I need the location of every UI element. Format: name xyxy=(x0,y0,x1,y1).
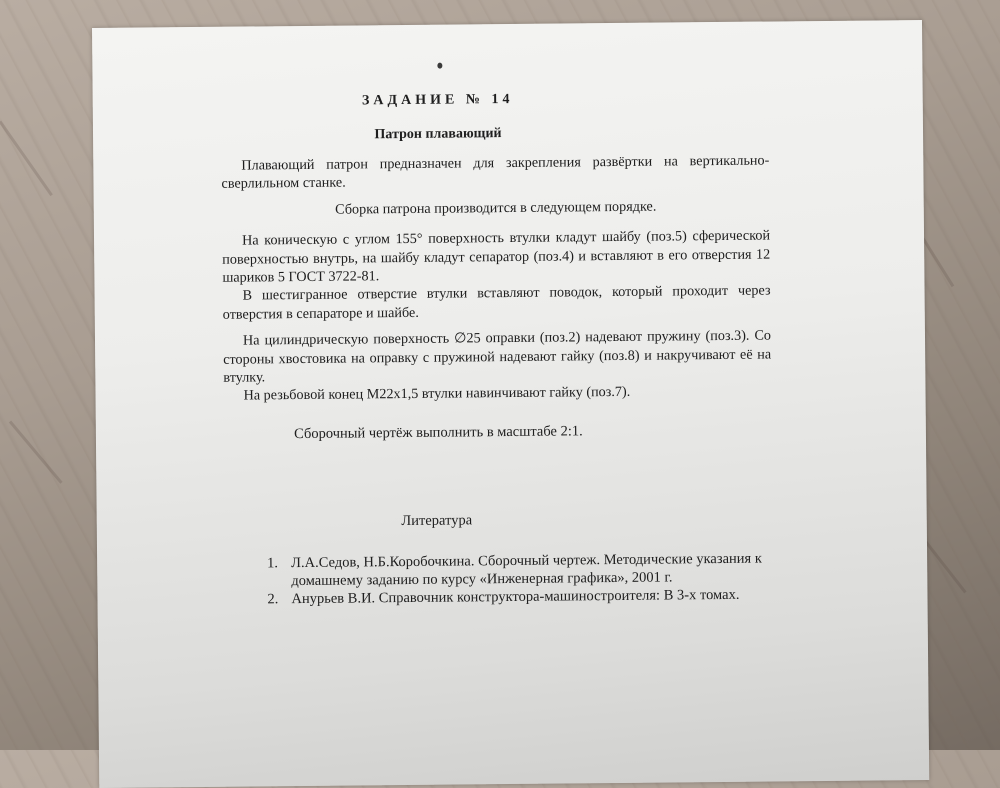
paragraph-step-1: На коническую с углом 155° поверхность втулки кладут шайбу (поз.5) сферической поверхностью внутрь, на шайбу кладут сепаратор (поз.4) и вставляют в его отверстия 12 шариков 5 ГОСТ 3722-81. xyxy=(222,227,771,286)
literature-item-text: Анурьев В.И. Справочник конструктора-машиностроителя: В 3-х томах. xyxy=(291,586,740,608)
literature-item-text: Л.А.Седов, Н.Б.Коробочкина. Сборочный чертеж. Методические указания к домашнему заданию по курсу «Инженерная графика», 2001 г. xyxy=(291,550,762,590)
scale-note: Сборочный чертёж выполнить в масштабе 2:1. xyxy=(294,423,583,443)
literature-item xyxy=(267,549,827,590)
wood-grain xyxy=(9,421,63,484)
punch-mark xyxy=(437,63,442,69)
literature-item-number: 1. xyxy=(267,555,279,572)
paragraph-step-3: На цилиндрическую поверхность ∅25 оправки (поз.2) надевают пружину (поз.3). Со стороны хвостовика на оправку с пружиной надевают гайку (поз.8) и накручивают её на втулку. xyxy=(223,327,772,386)
page-subtitle: Патрон плавающий xyxy=(374,126,502,143)
paragraph-step-2: В шестигранное отверстие втулки вставляют поводок, который проходит через отверстия в сепараторе и шайбе. xyxy=(222,282,771,323)
wood-grain xyxy=(0,121,53,196)
paper-sheet xyxy=(92,20,929,788)
paragraph-step-4: На резьбовой конец М22х1,5 втулки навинчивают гайку (поз.7). xyxy=(243,384,631,405)
literature-item-number: 2. xyxy=(267,591,279,608)
task-text xyxy=(221,152,771,406)
literature-list xyxy=(267,549,827,608)
page-title: ЗАДАНИЕ № 14 xyxy=(361,91,514,109)
literature-heading: Литература xyxy=(401,512,473,530)
paragraph-purpose: Плавающий патрон предназначен для закрепления развёртки на вертикально-сверлильном станке. xyxy=(221,152,770,193)
paragraph-order: Сборка патрона производится в следующем порядке. xyxy=(335,198,657,218)
